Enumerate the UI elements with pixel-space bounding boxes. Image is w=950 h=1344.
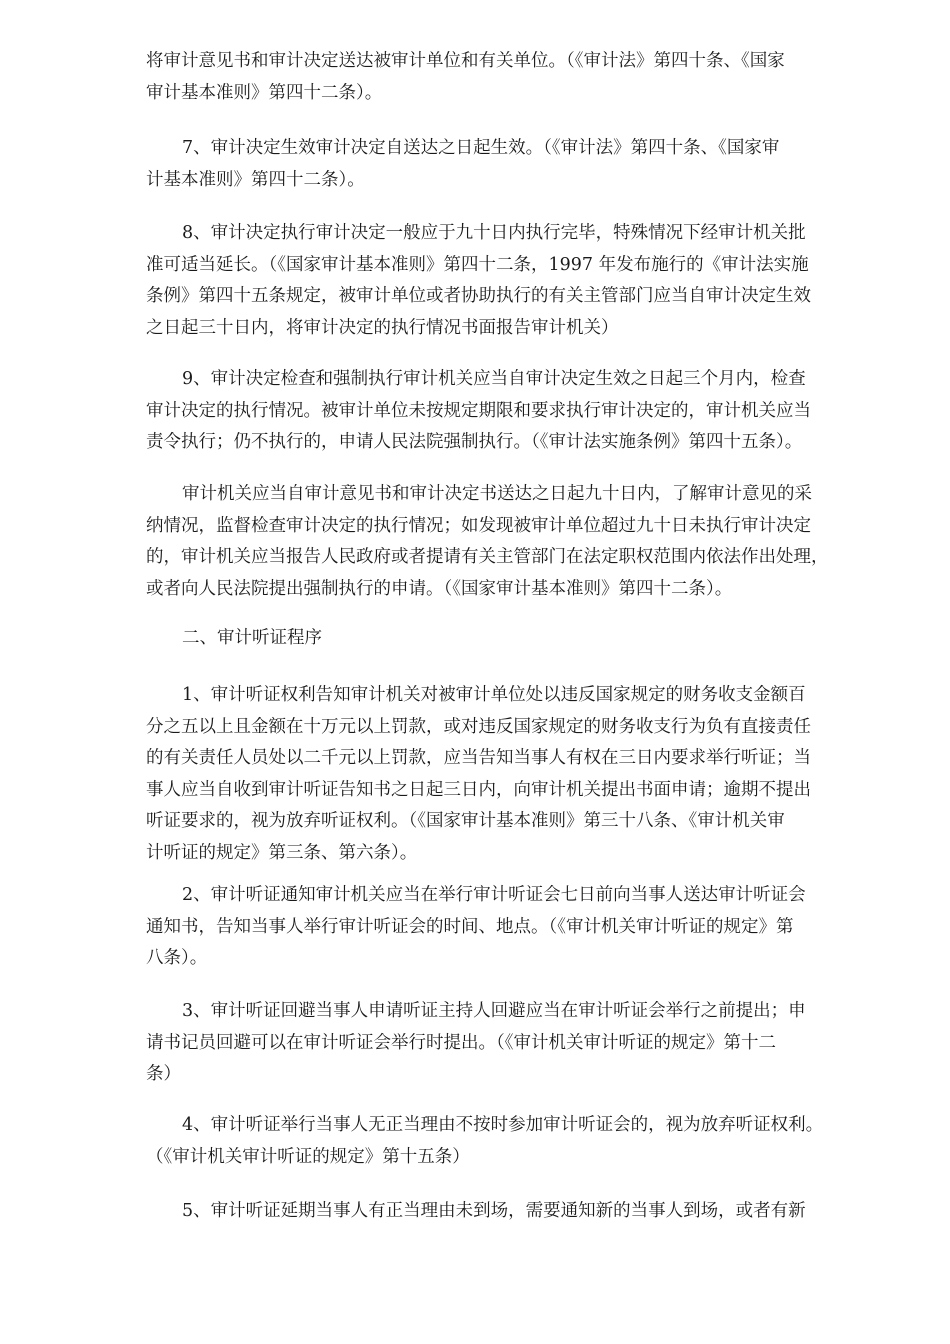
text-line: 审计机关应当自审计意见书和审计决定书送达之日起九十日内，了解审计意见的采 xyxy=(182,484,812,504)
paragraph-supervision xyxy=(146,479,876,605)
text-line: 条） xyxy=(146,1064,181,1084)
text-line: 的有关责任人员处以二千元以上罚款，应当告知当事人有权在三日内要求举行听证；当 xyxy=(146,748,811,768)
paragraph-hearing-1 xyxy=(146,680,876,869)
text-line: 1、审计听证权利告知审计机关对被审计单位处以违反国家规定的财务收支金额百 xyxy=(182,685,806,705)
section-heading-hearing xyxy=(146,623,876,655)
paragraph-item-7 xyxy=(146,133,876,196)
paragraph-hearing-3 xyxy=(146,996,876,1091)
text-line: 纳情况，监督检查审计决定的执行情况；如发现被审计单位超过九十日未执行审计决定 xyxy=(146,515,811,536)
text-line: 请书记员回避可以在审计听证会举行时提出。（《审计机关审计听证的规定》第十二 xyxy=(146,1032,776,1053)
paragraph-hearing-4 xyxy=(146,1110,876,1173)
text-line: 审计决定的执行情况。被审计单位未按规定期限和要求执行审计决定的，审计机关应当 xyxy=(146,400,811,421)
text-line: 审计基本准则》第四十二条）。 xyxy=(146,82,383,103)
text-line: 的，审计机关应当报告人民政府或者提请有关主管部门在法定职权范围内依法作出处理， xyxy=(146,547,829,567)
text-line: 3、审计听证回避当事人申请听证主持人回避应当在审计听证会举行之前提出；申 xyxy=(182,1001,806,1021)
text-line: 通知书，告知当事人举行审计听证会的时间、地点。（《审计机关审计听证的规定》第 xyxy=(146,916,794,937)
paragraph-item-9 xyxy=(146,364,876,459)
text-line: 或者向人民法院提出强制执行的申请。（《国家审计基本准则》第四十二条）。 xyxy=(146,578,733,599)
text-line: 之日起三十日内，将审计决定的执行情况书面报告审计机关） xyxy=(146,317,619,338)
text-line: 责令执行；仍不执行的，申请人民法院强制执行。（《审计法实施条例》第四十五条）。 xyxy=(146,432,803,452)
text-line: 计听证的规定》第三条、第六条）。 xyxy=(146,842,418,863)
paragraph-item-8 xyxy=(146,218,876,344)
paragraph-hearing-5 xyxy=(146,1196,876,1228)
text-line: 4、审计听证举行当事人无正当理由不按时参加审计听证会的，视为放弃听证权利。 xyxy=(182,1115,824,1135)
text-line: 条例》第四十五条规定，被审计单位或者协助执行的有关主管部门应当自审计决定生效 xyxy=(146,286,811,306)
text-line: 听证要求的，视为放弃听证权利。（《国家审计基本准则》第三十八条、《审计机关审 xyxy=(146,811,785,831)
text-line: 将审计意见书和审计决定送达被审计单位和有关单位。（《审计法》第四十条、《国家 xyxy=(146,51,785,71)
text-line: （《审计机关审计听证的规定》第十五条） xyxy=(146,1146,470,1167)
text-line: 准可适当延长。（《国家审计基本准则》第四十二条，1997 年发布施行的《审计法实施 xyxy=(146,254,809,275)
paragraph-hearing-2 xyxy=(146,880,876,975)
text-line: 8、审计决定执行审计决定一般应于九十日内执行完毕，特殊情况下经审计机关批 xyxy=(182,223,806,243)
text-line: 2、审计听证通知审计机关应当在举行审计听证会七日前向当事人送达审计听证会 xyxy=(182,885,806,905)
paragraph-audit-delivery xyxy=(146,46,876,109)
text-line: 事人应当自收到审计听证告知书之日起三日内，向审计机关提出书面申请；逾期不提出 xyxy=(146,779,811,800)
text-line: 7、审计决定生效审计决定自送达之日起生效。（《审计法》第四十条、《国家审 xyxy=(182,138,780,158)
section-heading-text: 二、审计听证程序 xyxy=(182,628,322,648)
text-line: 计基本准则》第四十二条）。 xyxy=(146,169,365,190)
text-line: 分之五以上且金额在十万元以上罚款，或对违反国家规定的财务收支行为负有直接责任 xyxy=(146,716,811,737)
text-line: 八条）。 xyxy=(146,948,208,968)
text-line: 5、审计听证延期当事人有正当理由未到场，需要通知新的当事人到场，或者有新 xyxy=(182,1201,806,1221)
text-line: 9、审计决定检查和强制执行审计机关应当自审计决定生效之日起三个月内，检查 xyxy=(182,369,806,389)
